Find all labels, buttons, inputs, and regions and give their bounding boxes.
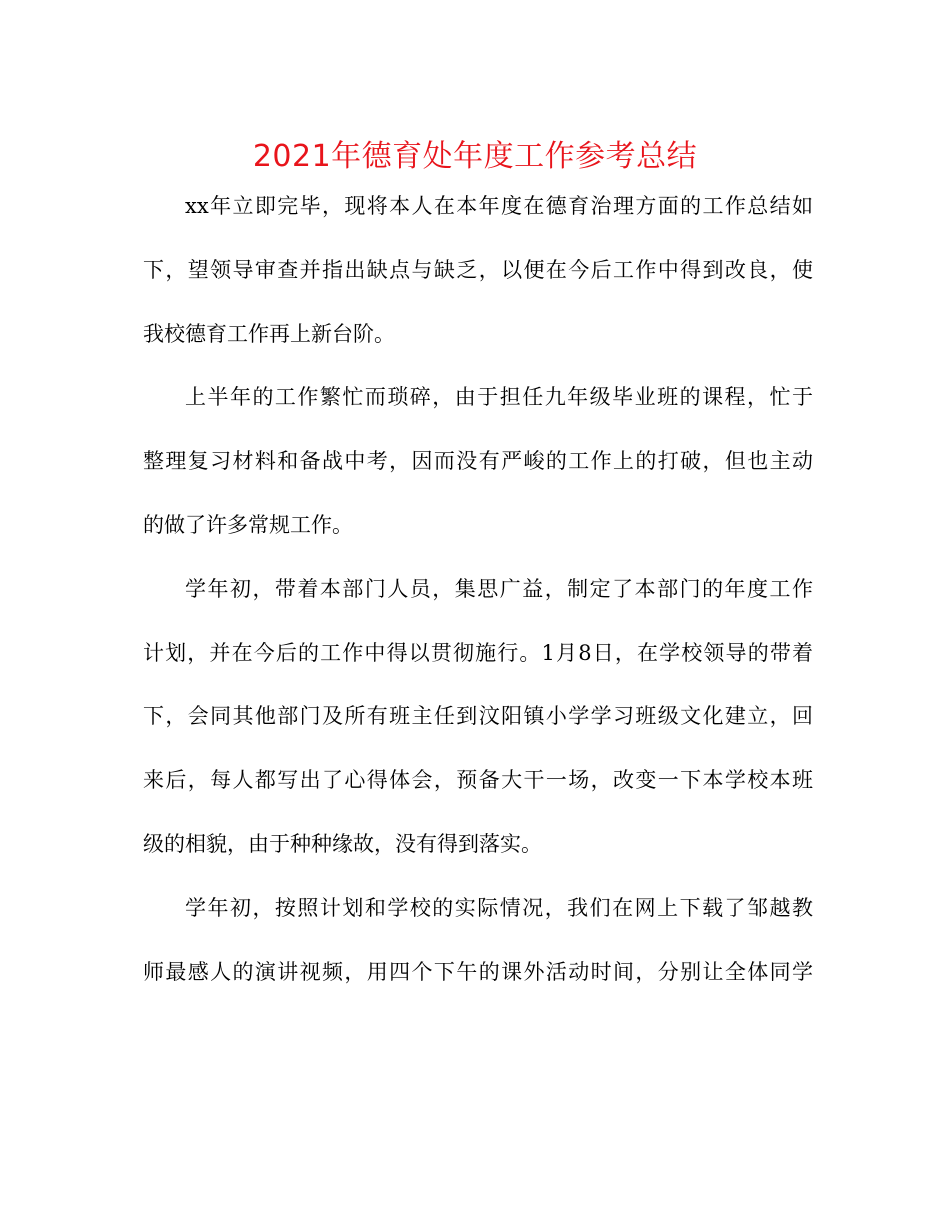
paragraph-1-line-1: xx年立即完毕，现将本人在本年度在德育治理方面的工作总结如 xyxy=(185,194,813,218)
paragraph-4-line-2: 师最感人的演讲视频，用四个下午的课外活动时间，分别让全体同学 xyxy=(143,959,813,984)
paragraph-3-line-1: 学年初，带着本部门人员，集思广益，制定了本部门的年度工作 xyxy=(185,576,813,601)
paragraph-3-line-5: 级的相貌，由于种种缘故，没有得到落实。 xyxy=(143,831,542,856)
document-body xyxy=(143,182,813,1011)
paragraph-2-line-3: 的做了许多常规工作。 xyxy=(143,512,353,537)
paragraph-4-line-1: 学年初，按照计划和学校的实际情况，我们在网上下载了邹越教 xyxy=(185,895,813,920)
paragraph-3-line-2: 计划，并在今后的工作中得以贯彻施行。1月8日，在学校领导的带着 xyxy=(143,640,813,665)
paragraph-1-line-3: 我校德育工作再上新台阶。 xyxy=(143,321,395,346)
document-title: 2021年德育处年度工作参考总结 xyxy=(252,139,698,174)
paragraph-2-line-2: 整理复习材料和备战中考，因而没有严峻的工作上的打破，但也主动 xyxy=(143,449,813,474)
paragraph-2-line-1: 上半年的工作繁忙而琐碎，由于担任九年级毕业班的课程，忙于 xyxy=(185,385,813,410)
paragraph-1-line-2: 下，望领导审查并指出缺点与缺乏，以便在今后工作中得到改良，使 xyxy=(143,257,813,282)
paragraph-3-line-3: 下，会同其他部门及所有班主任到汶阳镇小学学习班级文化建立，回 xyxy=(143,704,813,729)
paragraph-3-line-4: 来后，每人都写出了心得体会，预备大干一场，改变一下本学校本班 xyxy=(143,768,813,793)
